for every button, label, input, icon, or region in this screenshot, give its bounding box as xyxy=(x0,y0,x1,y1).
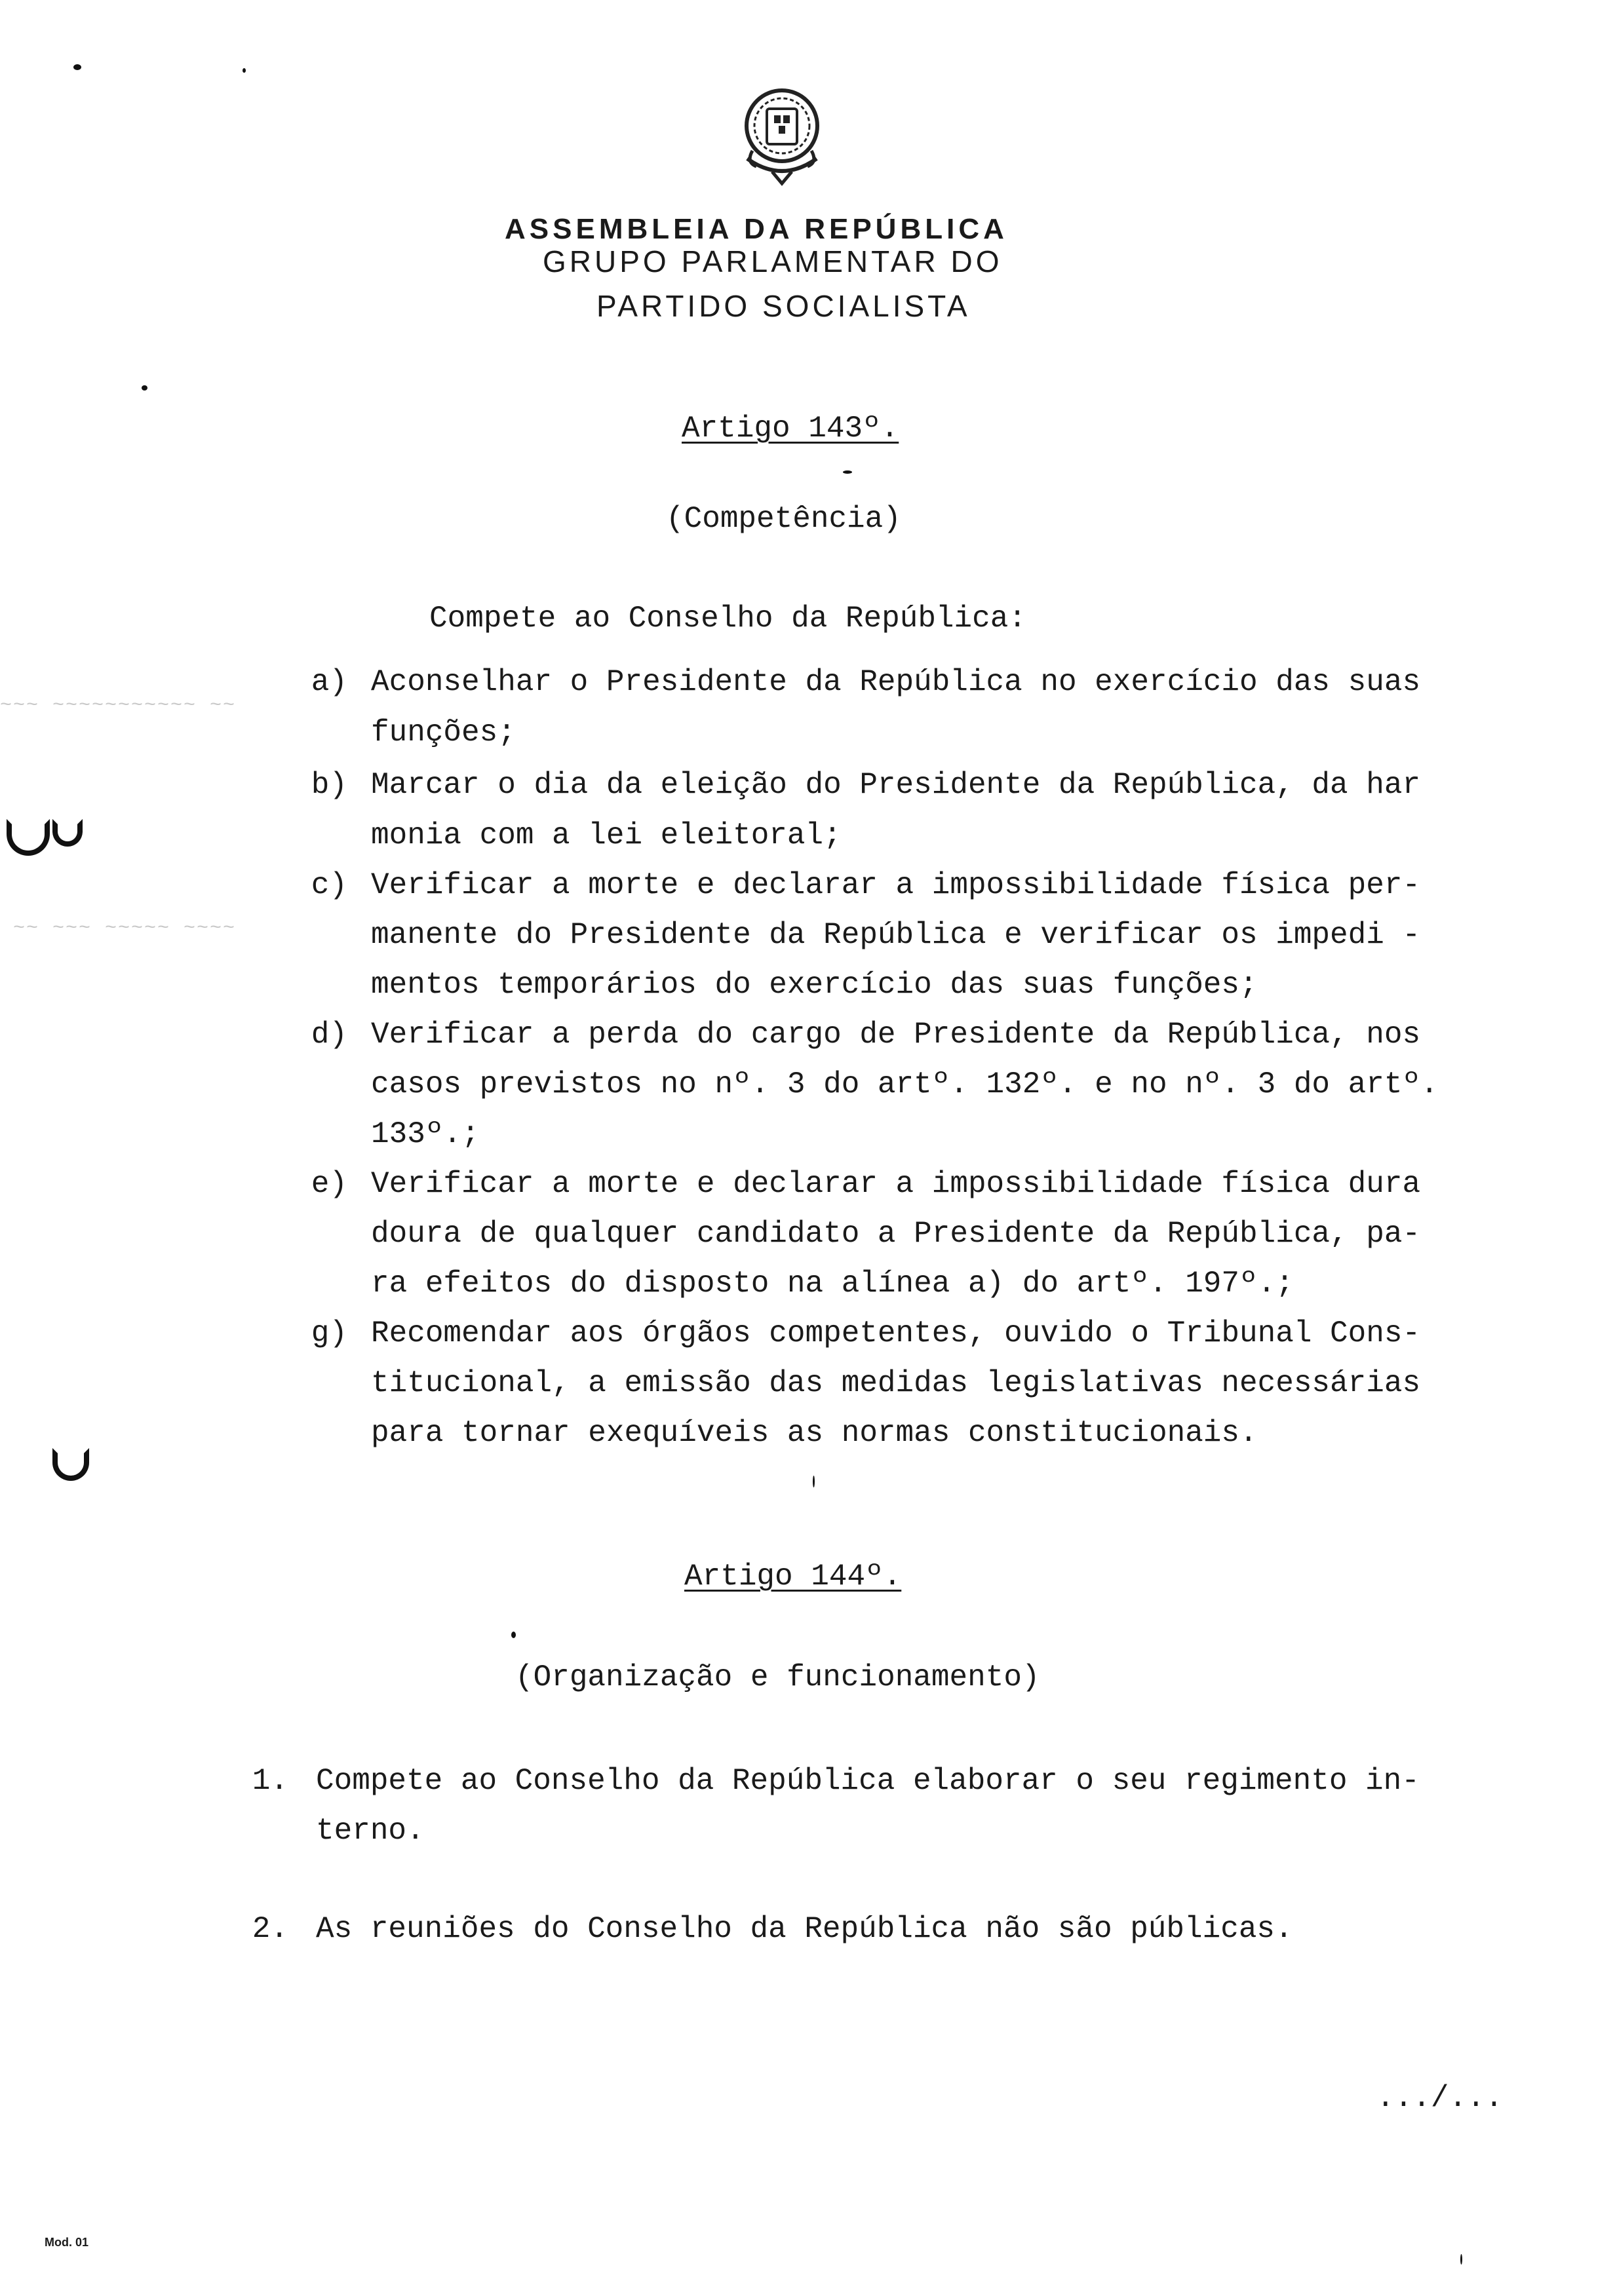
item-label: g) xyxy=(311,1316,347,1350)
party-line: PARTIDO SOCIALISTA xyxy=(596,289,971,323)
coat-of-arms-icon xyxy=(733,85,831,197)
punch-hole-mark xyxy=(52,819,83,847)
item-text-line: Marcar o dia da eleição do Presidente da República, da har xyxy=(371,768,1421,802)
bleed-through-text: ~~ ~~~ ~~~~~ ~~~~ xyxy=(13,917,237,940)
item-text-line: titucional, a emissão das medidas legislativas necessárias xyxy=(371,1366,1421,1400)
scan-speck xyxy=(243,68,246,73)
item-label: b) xyxy=(311,768,347,802)
form-code: Mod. 01 xyxy=(45,2236,89,2249)
scan-speck xyxy=(1460,2254,1462,2265)
item-label: 1. xyxy=(252,1764,288,1798)
article-143-intro: Compete ao Conselho da República: xyxy=(429,602,1026,636)
item-text-line: Recomendar aos órgãos competentes, ouvido o Tribunal Cons- xyxy=(371,1316,1421,1350)
item-text-line: para tornar exequíveis as normas constitucionais. xyxy=(371,1416,1258,1450)
item-label: 2. xyxy=(252,1912,288,1946)
group-line: GRUPO PARLAMENTAR DO xyxy=(543,244,1003,278)
article-143-heading: Artigo 143º. xyxy=(682,411,899,446)
bleed-through-text: ~~~ ~~~~~~~~~~~ ~~ xyxy=(0,695,237,717)
scan-speck xyxy=(813,1476,815,1487)
scan-speck xyxy=(142,385,147,391)
item-text-line: monia com a lei eleitoral; xyxy=(371,818,842,852)
item-text-line: Compete ao Conselho da República elaborar o seu regimento in- xyxy=(316,1764,1420,1798)
punch-hole-mark xyxy=(52,1448,89,1481)
item-text-line: Aconselhar o Presidente da República no exercício das suas xyxy=(371,665,1421,699)
item-label: c) xyxy=(311,868,347,902)
item-text-line: ra efeitos do disposto na alínea a) do artº. 197º.; xyxy=(371,1267,1294,1301)
article-144-heading: Artigo 144º. xyxy=(684,1559,902,1594)
scan-speck xyxy=(843,470,852,474)
item-text-line: terno. xyxy=(316,1814,425,1848)
item-text-line: manente do Presidente da República e verificar os impedi - xyxy=(371,918,1421,952)
item-text-line: Verificar a perda do cargo de Presidente da República, nos xyxy=(371,1018,1421,1052)
item-text-line: funções; xyxy=(371,716,516,750)
item-text-line: As reuniões do Conselho da República não são públicas. xyxy=(316,1912,1293,1946)
article-143-subtitle: (Competência) xyxy=(666,502,901,536)
org-name: ASSEMBLEIA DA REPÚBLICA xyxy=(505,213,1008,245)
scan-speck xyxy=(73,64,81,70)
item-text-line: Verificar a morte e declarar a impossibilidade física dura xyxy=(371,1167,1421,1201)
item-label: a) xyxy=(311,665,347,699)
item-text-line: Verificar a morte e declarar a impossibilidade física per- xyxy=(371,868,1421,902)
item-text-line: doura de qualquer candidato a Presidente da República, pa- xyxy=(371,1217,1421,1251)
item-text-line: casos previstos no nº. 3 do artº. 132º. e no nº. 3 do artº. xyxy=(371,1067,1439,1101)
article-144-subtitle: (Organização e funcionamento) xyxy=(515,1660,1040,1694)
item-label: e) xyxy=(311,1167,347,1201)
item-text-line: 133º.; xyxy=(371,1117,480,1151)
continuation-mark: .../... xyxy=(1376,2081,1504,2115)
item-label: d) xyxy=(311,1018,347,1052)
item-text-line: mentos temporários do exercício das suas funções; xyxy=(371,968,1258,1002)
scan-speck xyxy=(511,1632,516,1638)
punch-hole-mark xyxy=(7,819,50,856)
